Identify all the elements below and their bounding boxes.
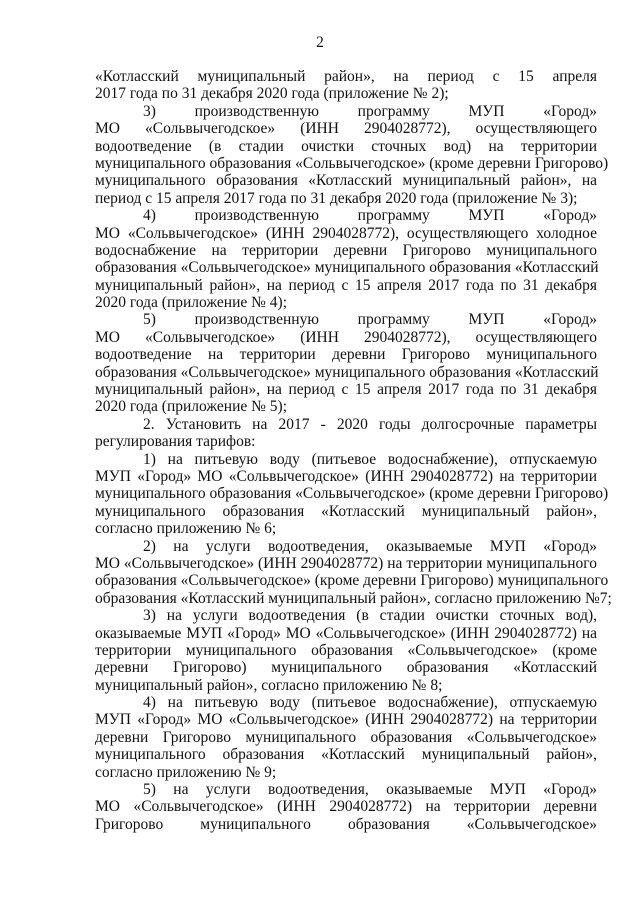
text-line: муниципальный район», на период с 15 апреля 2017 года по 31 декабря bbox=[95, 276, 597, 294]
text-line: МО «Сольвычегодское» (ИНН 2904028772), осуществляющего холодное bbox=[95, 224, 597, 242]
text-line: 3) на услуги водоотведения (в стадии очистки сточных вод), bbox=[143, 607, 597, 625]
text-line: муниципального образования «Сольвычегодское» (кроме деревни Григорово) bbox=[95, 485, 609, 503]
text-line: деревни Григорово муниципального образования «Сольвычегодское» bbox=[95, 728, 597, 746]
text-line: муниципальный район», на период с 15 апреля 2017 года по 31 декабря bbox=[95, 381, 597, 399]
text-line: регулирования тарифов: bbox=[95, 433, 256, 451]
text-line: согласно приложению № 9; bbox=[95, 763, 277, 781]
text-line: муниципального образования «Котласский муниципальный район», bbox=[95, 746, 597, 764]
text-line: образования «Сольвычегодское» муниципального образования «Котласский bbox=[95, 259, 599, 277]
text-line: 4) на питьевую воду (питьевое водоснабжение), отпускаемую bbox=[143, 694, 597, 712]
text-line: Григорово муниципального образования «Сольвычегодское» bbox=[95, 815, 597, 833]
text-line: 5) производственную программу МУП «Город» bbox=[143, 311, 597, 329]
text-line: муниципального образования «Котласский муниципальный район», bbox=[95, 502, 597, 520]
text-line: 2) на услуги водоотведения, оказываемые МУП «Город» bbox=[143, 537, 597, 555]
text-line: муниципального образования «Сольвычегодское» (кроме деревни Григорово) bbox=[95, 154, 609, 172]
text-line: 5) на услуги водоотведения, оказываемые МУП «Город» bbox=[143, 781, 597, 799]
text-line: 3) производственную программу МУП «Город» bbox=[143, 102, 597, 120]
text-line: образования «Сольвычегодское» муниципального образования «Котласский bbox=[95, 363, 599, 381]
text-line: 4) производственную программу МУП «Город» bbox=[143, 207, 597, 225]
text-line: МО «Сольвычегодское» (ИНН 2904028772), осуществляющего bbox=[95, 328, 597, 346]
text-line: водоотведение на территории деревни Григорово муниципального bbox=[95, 346, 597, 364]
text-line: МО «Сольвычегодское» (ИНН 2904028772) на территории деревни bbox=[95, 798, 597, 816]
text-line: МУП «Город» МО «Сольвычегодское» (ИНН 2904028772) на территории bbox=[95, 711, 597, 729]
text-line: муниципального образования «Котласский муниципальный район», на bbox=[95, 172, 597, 190]
text-line: водоотведение (в стадии очистки сточных вод) на территории bbox=[95, 137, 597, 155]
text-line: деревни Григорово) муниципального образования «Котласский bbox=[95, 659, 597, 677]
text-line: 1) на питьевую воду (питьевое водоснабжение), отпускаемую bbox=[143, 450, 597, 468]
text-line: образования «Котласский муниципальный район», согласно приложению №7; bbox=[95, 589, 612, 607]
document-body bbox=[95, 68, 612, 833]
text-line: 2020 года (приложение № 4); bbox=[95, 294, 288, 312]
page-number: 2 bbox=[316, 34, 324, 51]
text-line: оказываемые МУП «Город» МО «Сольвычегодское» (ИНН 2904028772) на bbox=[95, 624, 597, 642]
text-line: территории муниципального образования «Сольвычегодское» (кроме bbox=[95, 641, 597, 659]
text-line: МО «Сольвычегодское» (ИНН 2904028772) на территории муниципального bbox=[95, 554, 597, 572]
text-line: МО «Сольвычегодское» (ИНН 2904028772), осуществляющего bbox=[95, 120, 597, 138]
text-line: 2. Установить на 2017 - 2020 годы долгосрочные параметры bbox=[143, 415, 597, 433]
text-line: МУП «Город» МО «Сольвычегодское» (ИНН 2904028772) на территории bbox=[95, 467, 597, 485]
text-line: водоснабжение на территории деревни Григорово муниципального bbox=[95, 241, 597, 259]
text-line: «Котласский муниципальный район», на период с 15 апреля bbox=[95, 68, 597, 85]
text-line: согласно приложению № 6; bbox=[95, 520, 277, 538]
text-line: 2017 года по 31 декабря 2020 года (приложение № 2); bbox=[95, 85, 449, 103]
text-line: период с 15 апреля 2017 года по 31 декабря 2020 года (приложение № 3); bbox=[95, 189, 578, 207]
text-line: образования «Сольвычегодское» (кроме деревни Григорово) муниципального bbox=[95, 572, 609, 590]
text-line: 2020 года (приложение № 5); bbox=[95, 398, 288, 416]
text-line: муниципальный район», согласно приложению № 8; bbox=[95, 676, 443, 694]
